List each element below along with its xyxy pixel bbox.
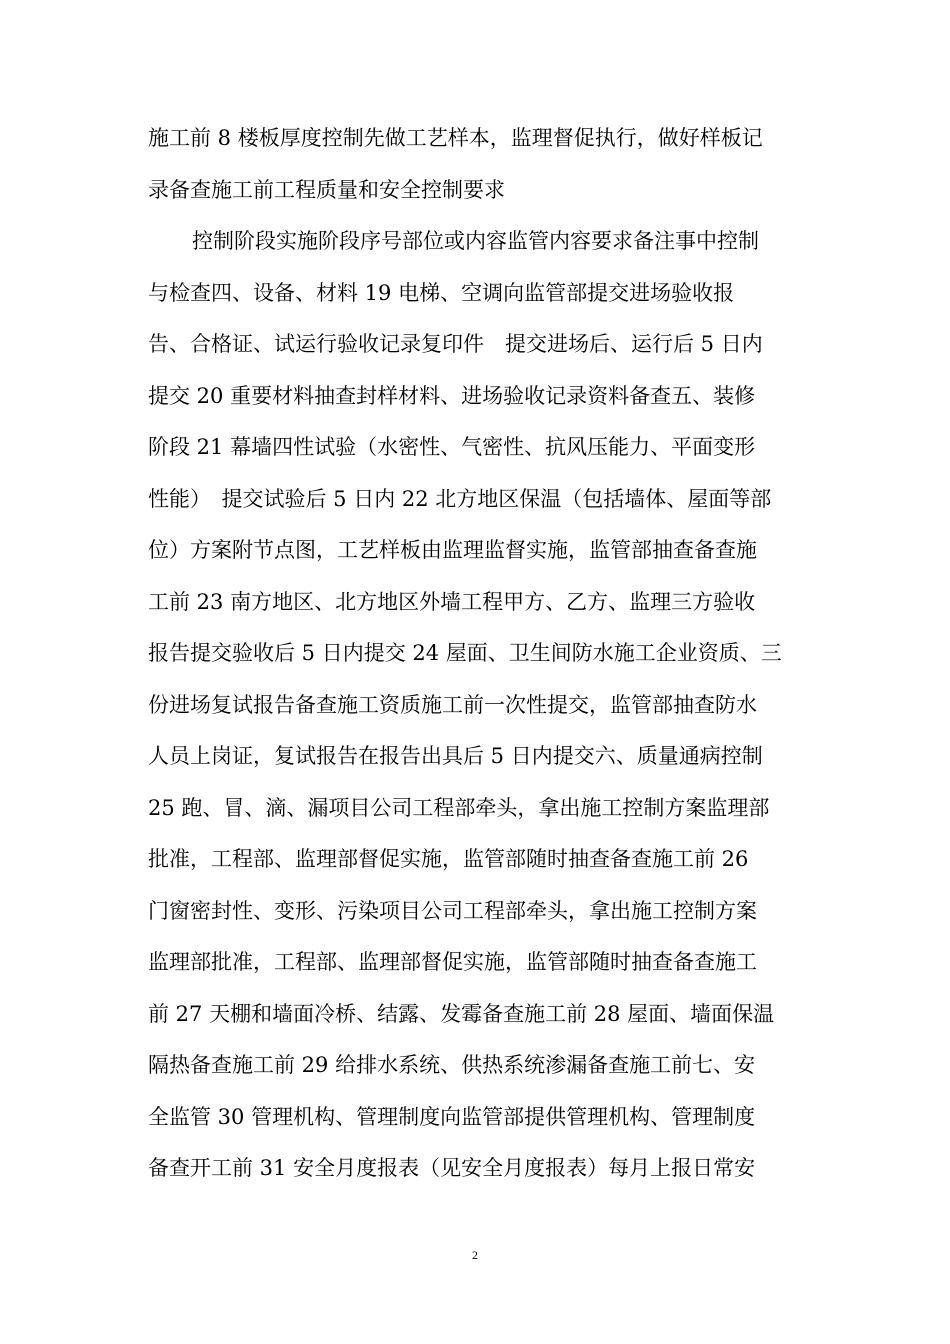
body-text — [148, 113, 813, 1195]
text-line-8: 性能） 提交试验后 5 日内 22 北方地区保温（包括墙体、屋面等部 — [148, 486, 772, 511]
text-line-1: 施工前 8 楼板厚度控制先做工艺样本，监理督促执行，做好样板记 — [148, 126, 763, 150]
text-line-4: 与检查四、设备、材料 19 电梯、空调向监管部提交进场验收报 — [148, 280, 735, 305]
text-line-9: 位）方案附节点图，工艺样板由监理监督实施，监管部抽查备查施 — [148, 538, 757, 562]
text-line-7: 阶段 21 幕墙四性试验（水密性、气密性、抗风压能力、平面变形 — [148, 435, 756, 459]
text-line-15: 批准，工程部、监理部督促实施，监管部随时抽查备查施工前 26 — [148, 847, 749, 871]
text-line-5: 告、合格证、试运行验收记录复印件 提交进场后、运行后 5 日内 — [148, 332, 763, 356]
text-line-18: 前 27 天棚和墙面冷桥、结露、发霉备查施工前 28 屋面、墙面保温 — [148, 1001, 775, 1026]
text-line-19: 隔热备查施工前 29 给排水系统、供热系统渗漏备查施工前七、安 — [148, 1053, 756, 1077]
text-line-17: 监理部批准，工程部、监理部督促实施，监管部随时抽查备查施工 — [148, 950, 757, 974]
text-line-10: 工前 23 南方地区、北方地区外墙工程甲方、乙方、监理三方验收 — [148, 589, 756, 614]
text-line-20: 全监管 30 管理机构、管理制度向监管部提供管理机构、管理制度 — [148, 1104, 756, 1129]
text-line-2: 录备查施工前工程质量和安全控制要求 — [148, 177, 505, 202]
text-line-14: 25 跑、冒、滴、漏项目公司工程部牵头，拿出施工控制方案监理部 — [148, 795, 770, 820]
text-line-12: 份进场复试报告备查施工资质施工前一次性提交，监管部抽查防水 — [148, 692, 757, 717]
page-number: 2 — [472, 1248, 478, 1262]
text-line-11: 报告提交验收后 5 日内提交 24 屋面、卫生间防水施工企业资质、三 — [148, 641, 782, 665]
text-line-13: 人员上岗证，复试报告在报告出具后 5 日内提交六、质量通病控制 — [148, 744, 763, 768]
text-line-21: 备查开工前 31 安全月度报表（见安全月度报表）每月上报日常安 — [148, 1156, 756, 1180]
text-line-16: 门窗密封性、变形、污染项目公司工程部牵头，拿出施工控制方案 — [148, 898, 757, 923]
text-line-6: 提交 20 重要材料抽查封样材料、进场验收记录资料备查五、装修 — [148, 383, 756, 408]
text-line-3: 控制阶段实施阶段序号部位或内容监管内容要求备注事中控制 — [192, 229, 759, 253]
